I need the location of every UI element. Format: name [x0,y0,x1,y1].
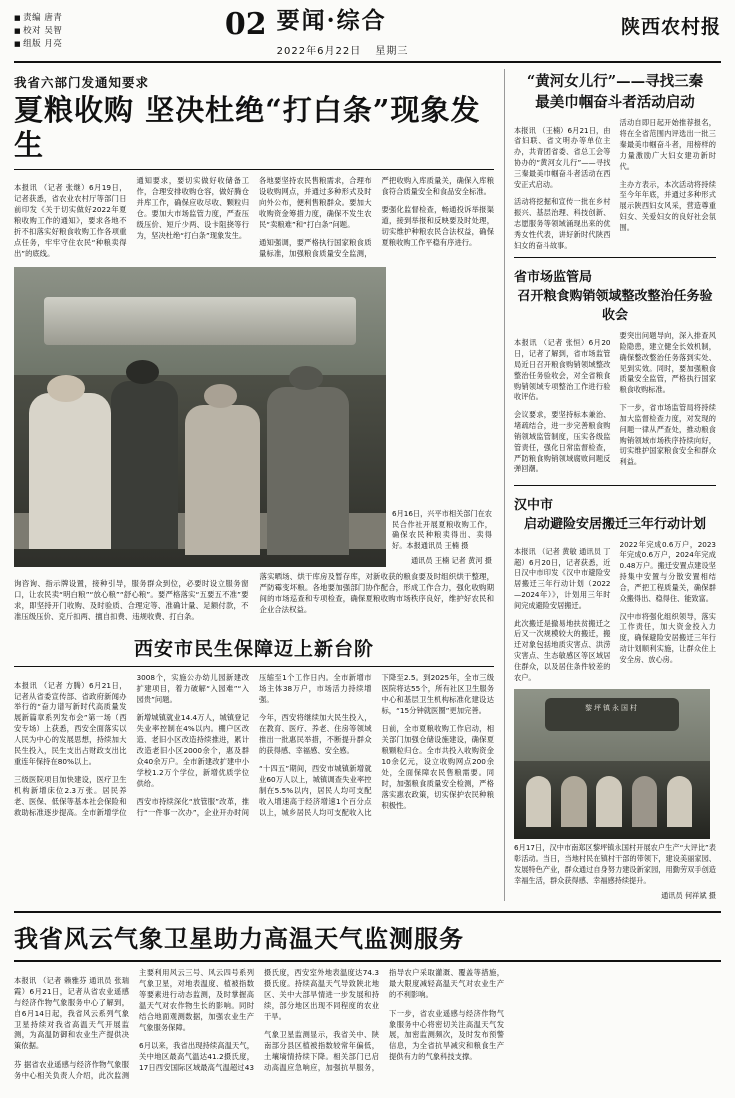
left-column [14,69,494,901]
paragraph: 要突出问题导向，深入排查风险隐患，建立健全长效机制，确保整改整治任务落到实处、见到实效。同时，要加强粮食质量安全监管，严格执行国家粮食收购标准。 [619,331,716,395]
paragraph: 活动自即日起开始推荐报名，将在全省范围内评选出一批三秦最美巾帼奋斗者，用榜样的力量激励广大妇女建功新时代。 [619,118,716,171]
paragraph: “十四五”期间，西安市城镇新增就业60万人以上，城镇调查失业率控制在5.5%以内，居民人均可支配收入增速高于经济增速1个百分点以上，城乡居民人均可支配收入比下降至2.5。到2025年，全市三级医院将达55个，所有社区卫生服务中心和基层卫生机构标准化建设达标，“15分钟就医圈”更加完善。 [259,673,494,818]
lead-article-body [14,176,494,260]
paragraph: 新增城镇就业14.4万人，城镇登记失业率控制在4%以内。棚户区改造、老旧小区改造持续推进，累计改造老旧小区2000余个，惠及群众40余万户。全市新建改扩建中小学校1.2万个学位，新增优质学位供给。 [136,713,249,789]
paragraph: 要强化监督检查，畅通投诉举报渠道，接到举报和反映要及时处理，切实维护种粮农民合法权益，确保夏粮收购工作平稳有序进行。 [381,205,494,247]
section-title: 要闻·综合 [276,7,387,34]
credit-proofreader: ■ 校对 吴智 [14,25,62,38]
right-article-3-title: 启动避险安居搬迁三年行动计划 [523,516,706,532]
right-photo-credit: 通讯员 何祥斌 摄 [661,890,716,900]
lead-photo-side-text [14,571,494,627]
publication-weekday: 星期三 [375,46,409,58]
lead-photo [14,267,386,567]
paragraph: 会议要求，要坚持标本兼治、堵疏结合，进一步完善粮食购销领域监管制度，压实各级监管责任，强化日常监督检查，严防粮食购销领域腐败问题反弹回潮。 [514,410,611,474]
paragraph: 汉中市将强化组织领导，落实工作责任，加大资金投入力度，确保避险安居搬迁三年行动计划顺利实施，让群众住上安全房、放心房。 [619,611,716,664]
publication-date-row [277,42,419,57]
right-article-2-title: 召开粮食购销领域整改整治任务验收会 [517,289,713,324]
paragraph: 本报讯 （记者 黄敏 通讯员 丁超）6月20日，记者获悉，近日汉中市印发《汉中市避险安居搬迁三年行动计划（2022—2024年）》，计划用三年时间完成避险安居搬迁。 [514,546,611,610]
paragraph: 通知要求，要切实做好收储备工作，合理安排收购仓容，做好腾仓并库工作，确保应收尽收、颗粒归仓。要加大市场监管力度，严查压级压价、短斤少两、设卡阻挠等行为，坚决杜绝“打白条”现象发生。 [136,175,249,240]
publication-date: 2022年6月22日 [276,46,362,58]
right-photo-caption: 6月17日，汉中市南郑区黎坪镇永国村开展农户生产“大评比”表彰活动。当日，当地村民在镇村干部的带领下，建设美丽家园、发展特色产业，群众通过自身努力建设新家园，用勤劳双手创造幸福生活，群众获得感、幸福感持续提升。 [514,843,716,885]
paragraph: 本报讯 （记者 张继）6月19日，记者获悉，省农业农村厅等部门日前印发《关于切实做好2022年夏粮收购工作的通知》，要求各地不折不扣落实好粮食收购工作各项重点任务，牢牢守住农民“种粮卖得出”的底线。 [14,183,127,258]
photo-arch-text: 黎坪镇永国村 [584,703,639,712]
paragraph: 本报讯 （王楠）6月21日，由省妇联、省文明办等单位主办，共青团省委、省总工会等协办的“黄河女儿行”——寻找三秦最美巾帼奋斗者活动在西安正式启动。 [514,125,611,189]
title-line-1: “黄河女儿行”——寻找三秦 [526,73,704,91]
lead-headline: 夏粮收购 坚决杜绝“打白条”现象发生 [14,93,481,163]
right-article-1-body [514,118,716,251]
paragraph: 三级医院项目加快建设，医疗卫生机构新增床位2.3万张。居民养老、医保、低保等基本社会保险和救助标准逐步提高。全市新增学位3008个，实施公办幼儿园新建改扩建项目，着力破解“入园难”“入园贵”问题。 [14,673,249,818]
second-headline-rule [14,666,494,667]
paragraph: 各地要坚持农民售粮需求，合理布设收购网点，并通过多种形式及时向外公布，便利售粮群众。要加大收购资金筹措力度，确保不发生农民“卖粮难”和“打白条”问题。 [259,175,372,229]
right-article-2-body [514,331,716,479]
paragraph: 本报讯 （记者 方腾）6月21日，记者从省委宣传部、省政府新闻办举行的“奋力谱写新时代高质量发展新篇章系列发布会”第一场（西安专场）上获悉，西安全面落实以人民为中心的发展思想，持续加大民生投入，民生支出占财政支出比重连年保持在80%以上。 [14,680,127,767]
paragraph: 落实晒场、烘干库房及暂存库，对新收获的粮食要及时组织烘干整理，严防霉变坏粮。各地要加强部门协作配合，形成工作合力，强化收购期间的市场巡查和专项检查，确保夏粮收购市场秩序良好，维护好农民和企业合法权益。 [259,571,494,615]
paragraph: 6月以来，我省出现持续高温天气，关中地区最高气温达41.2摄氏度，17日西安国际区域最高气温超过43摄氏度，西安室外地表温度达74.3摄氏度。持续高温天气导致陕北地区、关中大部旱情进一步发展和持续，部分地区出现不同程度的农业干旱。 [139,968,379,1073]
headline-rule [14,169,494,170]
masthead-credits [14,8,62,52]
paragraph: 日前，全市夏粮收购工作启动，相关部门加强仓储设施建设，确保夏粮颗粒归仓。全市共投入收购资金10余亿元，设立收购网点200余处，全面保障农民售粮需要。同时，加强粮食质量安全检测，严格落实惠农政策，切实保护农民种粮积极性。 [381,724,494,810]
paragraph: 此次搬迁是撤易地扶贫搬迁之后又一次规模较大的搬迁，搬迁对象包括地质灾害点、洪涝灾害点、生态敏感区等区域居住群众，以及居住条件较差的农户。 [514,618,611,682]
paragraph: 本报讯 （记者 赖雅芬 通讯员 张瑞霞）6月21日，记者从省农业遥感与经济作物气象服务中心了解到，自6月14日起，我省风云系列气象卫星持续对我省高温天气开展监测，为高温防御和农业生产提供决策依据。 [14,975,129,1051]
second-headline: 西安市民生保障迈上新台阶 [133,638,374,661]
paragraph: 下一步，省市场监管局将持续加大监督检查力度，对发现的问题一律从严查处，推动粮食购销领域市场秩序持续向好，切实维护国家粮食安全和群众利益。 [619,403,716,467]
credit-editor: ■ 责编 唐青 [14,12,62,25]
right-column [504,69,716,901]
paragraph: 主办方表示，本次活动将持续至今年年底，并通过多种形式展示陕西妇女风采，营造尊重妇女、关爱妇女的良好社会氛围。 [619,179,716,232]
paragraph: 2022年完成0.6万户，2023年完成0.6万户，2024年完成0.48万户。搬迁安置点建设坚持集中安置与分散安置相结合，严把工程质量关，确保群众搬得出、稳得住、能致富。 [619,539,716,603]
paragraph: 气象卫星监测显示，我省关中、陕南部分县区植被指数较常年偏低，土壤墒情持续下降。相关部门已启动高温应急响应，加强抗旱服务，指导农户采取灌溉、覆盖等措施，最大限度减轻高温天气对农业生产的不利影响。 [264,968,504,1073]
paragraph: 西安市持续深化“放管服”改革，推行“一件事一次办”，企业开办时间压缩至1个工作日内。全市新增市场主体38万户，市场活力持续增强。 [136,673,372,818]
bottom-headline: 我省风云气象卫星助力高温天气监测服务 [14,924,464,954]
lead-photo-credit: 通讯员 王楠 记者 黄河 摄 [410,555,492,565]
paper-name: 陕西农村报 [620,16,721,38]
paragraph: 今年，西安将继续加大民生投入，在教育、医疗、养老、住房等领域推出一批惠民举措，不断提升群众的获得感、幸福感、安全感。 [259,713,372,756]
credit-layout: ■ 组版 月亮 [14,38,62,51]
title-line-2: 最美巾帼奋斗者活动启动 [535,94,695,112]
page-number: 02 [224,7,267,42]
right-article-3-label: 汉中市 [514,497,554,513]
bottom-banner-wrap [0,911,735,1081]
paragraph: 下一步，省农业遥感与经济作物气象服务中心将密切关注高温天气发展，加密监测频次，及时发布预警信息，为全省抗旱减灾和粮食生产提供有力的气象科技支撑。 [389,1008,504,1062]
bottom-article-body [14,968,504,1081]
right-article-2-label: 省市场监管局 [514,270,593,286]
paragraph: 活动将挖掘和宣传一批在乡村振兴、基层治理、科技创新、志愿服务等领域涌现出来的优秀女性代表，讲好新时代陕西妇女的奋斗故事。 [514,197,611,250]
right-divider-2 [514,485,716,486]
lead-photo-side [392,267,492,567]
right-article-1-title [514,71,716,113]
paragraph: 芬 据省农业遥感与经济作物气象服务中心相关负责人介绍，此次监测主要利用风云三号、风云四号系列气象卫星，对地表温度、植被指数等要素进行动态监测，及时掌握高温天气对农作物生长的影响。同时结合地面观测数据，加强农业生产气象服务保障。 [14,968,254,1080]
right-photo [514,689,710,839]
lead-photo-block [14,267,494,567]
bottom-banner [14,911,721,962]
lead-photo-caption: 6月16日，兴平市相关部门在农民合作社开展夏粮收购工作，确保农民种粮卖得出、卖得好。本报通讯员 王楠 摄 [392,508,492,551]
masthead-center [225,8,418,57]
second-article-body [14,673,494,819]
masthead [0,0,735,59]
paragraph: 询咨询、指示牌设置，接种引导，服务群众到位，必要时设立服务窗口，让农民卖“明白粮”“放心粮”“舒心粮”。要严格落实“五要五不准”要求，即坚持开门收购、及时验质、合理定等、准确计量、足额付款，不准压级压价、克斤扣两、擅自扣费、违规收费、打白条。 [14,579,249,622]
article-kicker: 我省六部门发通知要求 [14,75,150,91]
paragraph: 本报讯 （记者 张恒）6月20日，记者了解到，省市场监管局近日召开粮食购销领域整改整治任务验收会，对全省粮食购销领域专项整治工作进行验收评估。 [514,338,611,402]
right-article-3-body [514,540,716,684]
page-columns [0,63,735,901]
paragraph: 通知强调，要严格执行国家粮食质量标准，加强粮食质量安全监测，严把收购入库质量关，确保入库粮食符合质量安全和食品安全标准。 [259,175,494,258]
right-divider-1 [514,257,716,258]
